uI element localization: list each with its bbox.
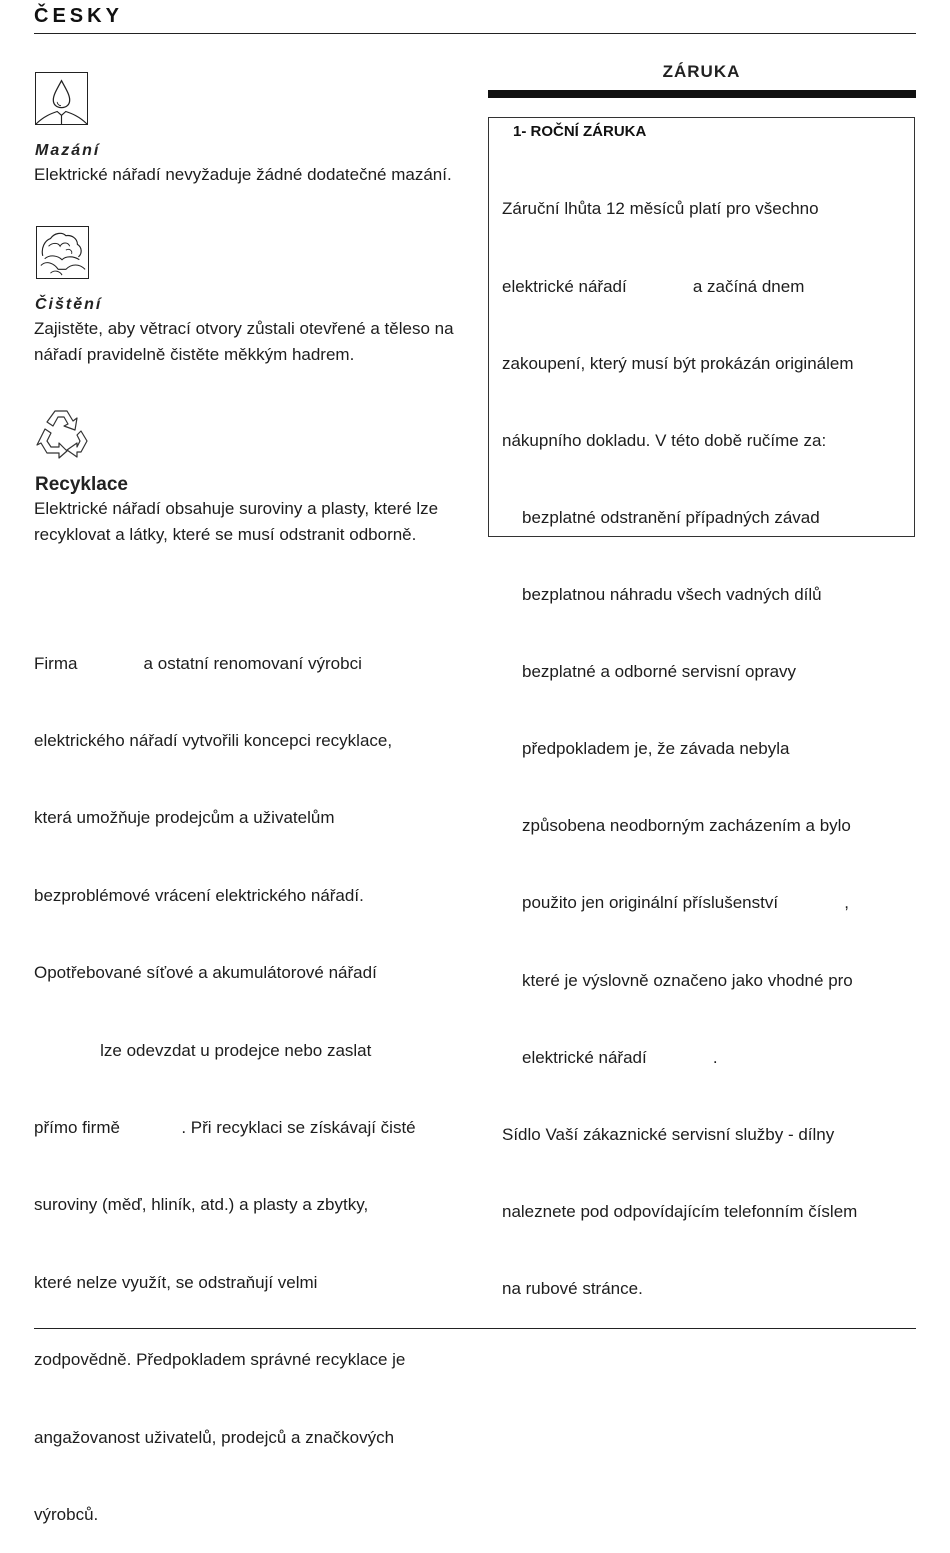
warranty-item: způsobena neodborným zacházením a bylo: [522, 816, 851, 836]
warranty-item: použito jen originální příslušenství ,: [522, 893, 849, 913]
text-line: nákupního dokladu. V této době ručíme za:: [502, 430, 827, 450]
page-title: ČESKY: [34, 5, 123, 27]
warranty-box: [488, 117, 915, 1298]
warranty-item: bezplatné odstranění případných závad: [522, 507, 820, 527]
warranty-item: bezplatnou náhradu všech vadných dílů: [522, 584, 822, 604]
recycling-paragraph-2: [34, 599, 464, 1553]
warranty-item: elektrické nářadí .: [522, 1047, 718, 1067]
warranty-item: které je výslovně označeno jako vhodné pro: [522, 970, 853, 990]
text-line: lze odevzdat u prodejce nebo zaslat: [34, 1040, 372, 1060]
recycle-icon: [33, 405, 93, 463]
text-line: výrobců.: [34, 1504, 99, 1524]
footer-divider: [34, 1328, 916, 1329]
recycling-title: Recyklace: [35, 474, 128, 495]
text-line: na rubové stránce.: [502, 1278, 643, 1298]
warranty-text: [502, 145, 907, 1353]
recycling-paragraph-1: Elektrické nářadí obsahuje suroviny a plasty, které lze recyklovat a látky, které se musí odstranit odborně.: [34, 499, 439, 544]
text-line: bezproblémové vrácení elektrického nářadí.: [34, 885, 364, 905]
header-divider: [34, 33, 916, 34]
text-line: zakoupení, který musí být prokázán originálem: [502, 353, 854, 373]
text-line: přímo firmě . Při recyklaci se získávají čisté: [34, 1117, 416, 1137]
cleaning-title: Čištění: [35, 296, 103, 313]
text-line: naleznete pod odpovídajícím telefonním číslem: [502, 1201, 858, 1221]
lubrication-title: Mazání: [35, 142, 101, 159]
text-line: Záruční lhůta 12 měsíců platí pro všechno: [502, 199, 819, 219]
text-line: Firma a ostatní renomovaní výrobci: [34, 653, 362, 673]
cleaning-cloth-icon: [36, 226, 89, 279]
text-line: Sídlo Vaší zákaznické servisní služby - dílny: [502, 1124, 835, 1144]
text-line: zodpovědně. Předpokladem správné recyklace je: [34, 1350, 406, 1370]
warranty-item: předpokladem je, že závada nebyla: [522, 739, 790, 759]
text-line: Opotřebované síťové a akumulátorové nářadí: [34, 963, 377, 983]
warranty-item: bezplatné a odborné servisní opravy: [522, 662, 797, 682]
text-line: které nelze využít, se odstraňují velmi: [34, 1272, 318, 1292]
lubrication-text: Elektrické nářadí nevyžaduje žádné dodatečné mazání.: [34, 165, 452, 184]
text-line: která umožňuje prodejcům a uživatelům: [34, 808, 335, 828]
warranty-section-heading: 1- ROČNÍ ZÁRUKA: [513, 123, 647, 140]
warranty-title-bar: [488, 90, 916, 98]
text-line: elektrické nářadí a začíná dnem: [502, 276, 805, 296]
cleaning-text: Zajistěte, aby větrací otvory zůstali otevřené a těleso na nářadí pravidelně čistěte měkkým hadrem.: [34, 319, 454, 364]
text-line: angažovanost uživatelů, prodejců a značkových: [34, 1427, 395, 1447]
text-line: suroviny (měď, hliník, atd.) a plasty a zbytky,: [34, 1195, 369, 1215]
text-line: elektrického nářadí vytvořili koncepci recyklace,: [34, 730, 393, 750]
warranty-title: ZÁRUKA: [662, 62, 741, 81]
oil-drop-icon: [35, 72, 88, 125]
